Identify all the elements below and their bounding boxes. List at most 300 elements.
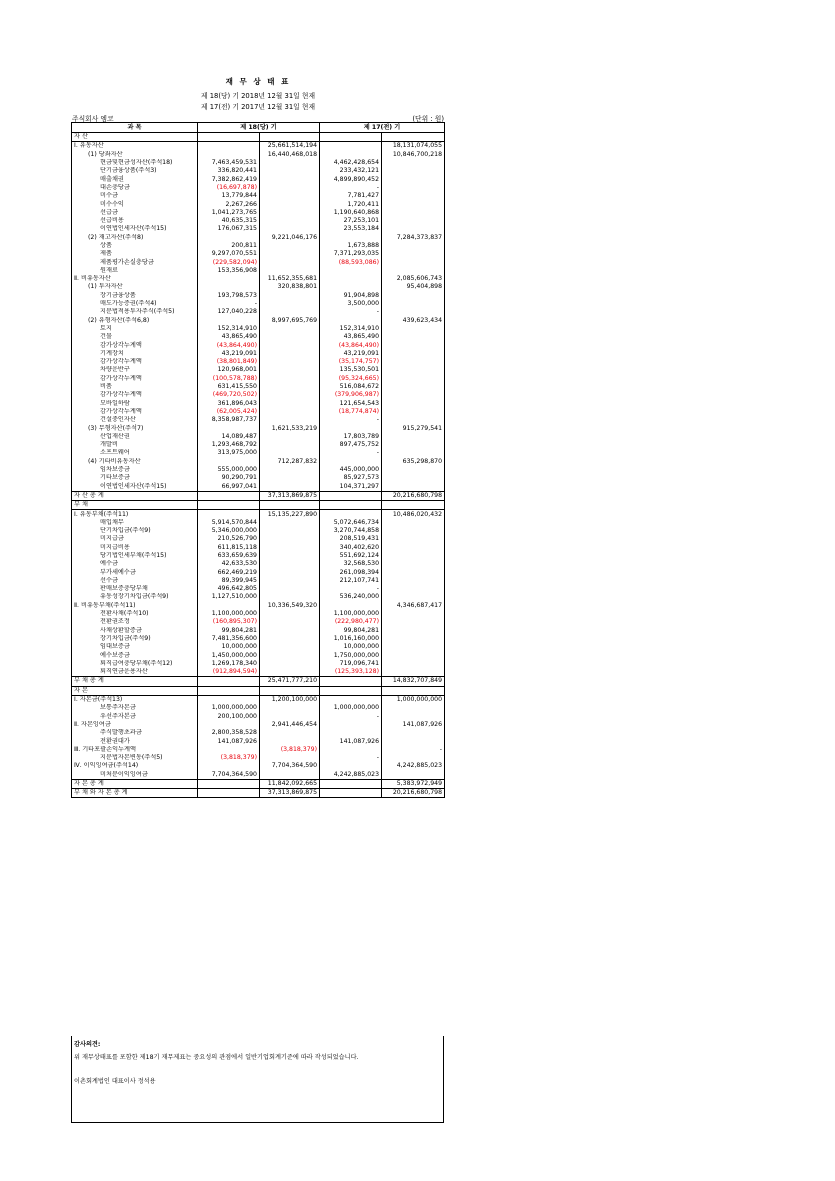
current-subtotal-value: [260, 704, 320, 712]
current-subtotal-value: [260, 618, 320, 626]
prior-detail-value: 7,371,293,035: [320, 250, 382, 258]
prior-subtotal-value: [382, 651, 445, 659]
current-subtotal-value: 1,200,100,000: [260, 695, 320, 704]
current-subtotal-value: [260, 350, 320, 358]
unit-label: (단위 : 원): [412, 115, 444, 123]
current-subtotal-value: [260, 593, 320, 601]
table-row: [72, 292, 445, 300]
current-subtotal-value: [260, 250, 320, 258]
current-subtotal-value: 7,704,364,590: [260, 762, 320, 770]
prior-subtotal-value: [382, 643, 445, 651]
current-subtotal-value: 8,997,695,769: [260, 317, 320, 325]
opinion-text: 위 재무상태표를 포함한 제18기 재무제표는 중요성의 관점에서 일반기업회계기준에 따라 작성되었습니다.: [74, 1054, 359, 1061]
row-label: 예수금: [72, 560, 198, 568]
prior-detail-value: [320, 275, 382, 283]
row-label: 자 산: [72, 133, 198, 142]
prior-subtotal-value: 2,085,606,743: [382, 275, 445, 283]
table-row: [72, 267, 445, 275]
current-subtotal-value: [260, 635, 320, 643]
row-label: 판매보증충당부채: [72, 585, 198, 593]
table-row: [72, 217, 445, 225]
prior-subtotal-value: [382, 618, 445, 626]
table-row: [72, 200, 445, 208]
current-subtotal-value: [260, 225, 320, 233]
prior-detail-value: (379,906,987): [320, 391, 382, 399]
prior-subtotal-value: 20,216,680,798: [382, 491, 445, 500]
header-current: 제 18(당) 기: [198, 123, 320, 133]
row-label: 감가상각누계액: [72, 358, 198, 366]
prior-subtotal-value: [382, 552, 445, 560]
row-label: 임대보증금: [72, 643, 198, 651]
table-row: [72, 677, 445, 686]
current-detail-value: 43,865,490: [198, 333, 260, 341]
prior-detail-value: [320, 510, 382, 519]
current-detail-value: [198, 234, 260, 242]
current-detail-value: (229,582,094): [198, 258, 260, 266]
current-subtotal-value: [260, 474, 320, 482]
prior-detail-value: [320, 677, 382, 686]
prior-detail-value: [320, 267, 382, 275]
current-detail-value: 141,087,926: [198, 737, 260, 745]
prior-detail-value: (88,593,086): [320, 258, 382, 266]
prior-detail-value: -: [320, 308, 382, 316]
prior-subtotal-value: [382, 308, 445, 316]
row-label: 차량운반구: [72, 366, 198, 374]
prior-subtotal-value: [382, 159, 445, 167]
prior-detail-value: 17,803,789: [320, 433, 382, 441]
table-row: [72, 754, 445, 762]
current-detail-value: [198, 721, 260, 729]
table-row: [72, 250, 445, 258]
prior-detail-value: -: [320, 585, 382, 593]
row-label: 원재료: [72, 267, 198, 275]
table-row: [72, 151, 445, 159]
table-row: [72, 333, 445, 341]
prior-detail-value: (18,774,874): [320, 408, 382, 416]
row-label: 감가상각누계액: [72, 375, 198, 383]
table-header-row: [72, 123, 445, 133]
current-subtotal-value: [260, 627, 320, 635]
prior-detail-value: [320, 721, 382, 729]
prior-detail-value: 7,781,427: [320, 192, 382, 200]
prior-subtotal-value: [382, 209, 445, 217]
prior-detail-value: 27,253,101: [320, 217, 382, 225]
prior-detail-value: [320, 501, 382, 510]
current-detail-value: 2,267,266: [198, 200, 260, 208]
table-row: [72, 325, 445, 333]
prior-subtotal-value: 915,279,541: [382, 424, 445, 432]
table-row: [72, 771, 445, 780]
current-subtotal-value: [260, 729, 320, 737]
prior-subtotal-value: 20,216,680,798: [382, 789, 445, 798]
current-detail-value: [198, 317, 260, 325]
table-row: [72, 424, 445, 432]
row-label: 자 본: [72, 686, 198, 695]
current-subtotal-value: [260, 292, 320, 300]
row-label: Ⅱ. 자본잉여금: [72, 721, 198, 729]
prior-subtotal-value: [382, 712, 445, 720]
prior-subtotal-value: [382, 383, 445, 391]
current-detail-value: 40,635,315: [198, 217, 260, 225]
prior-detail-value: [320, 283, 382, 291]
prior-subtotal-value: [382, 660, 445, 668]
table-row: [72, 482, 445, 491]
table-row: [72, 391, 445, 399]
current-subtotal-value: 16,440,468,018: [260, 151, 320, 159]
current-detail-value: 1,293,468,792: [198, 441, 260, 449]
current-subtotal-value: [260, 159, 320, 167]
row-label: 산업재산권: [72, 433, 198, 441]
prior-detail-value: 445,000,000: [320, 466, 382, 474]
prior-detail-value: [320, 789, 382, 798]
table-row: [72, 568, 445, 576]
current-subtotal-value: [260, 560, 320, 568]
table-row: [72, 341, 445, 349]
current-detail-value: 611,815,118: [198, 544, 260, 552]
opinion-title: 감사의견:: [74, 1041, 101, 1048]
prior-subtotal-value: [382, 635, 445, 643]
current-detail-value: 1,041,273,765: [198, 209, 260, 217]
prior-subtotal-value: [382, 593, 445, 601]
table-row: [72, 258, 445, 266]
table-row: [72, 167, 445, 175]
balance-sheet-table: [71, 122, 445, 798]
row-label: 장기금융상품: [72, 292, 198, 300]
current-subtotal-value: [260, 754, 320, 762]
prior-subtotal-value: 439,623,434: [382, 317, 445, 325]
row-label: 부 채 총 계: [72, 677, 198, 686]
prior-detail-value: [320, 779, 382, 788]
prior-detail-value: [320, 234, 382, 242]
current-detail-value: 120,968,001: [198, 366, 260, 374]
prior-detail-value: 1,673,888: [320, 242, 382, 250]
current-detail-value: [198, 789, 260, 798]
prior-detail-value: 1,750,000,000: [320, 651, 382, 659]
prior-detail-value: 1,190,640,868: [320, 209, 382, 217]
row-label: 현금및현금성자산(주석18): [72, 159, 198, 167]
table-row: [72, 192, 445, 200]
prior-detail-value: 1,016,160,000: [320, 635, 382, 643]
table-row: [72, 610, 445, 618]
prior-subtotal-value: [382, 200, 445, 208]
prior-subtotal-value: [382, 441, 445, 449]
company-name: 주식회사 엠코: [72, 115, 114, 123]
row-label: 미처분이익잉여금: [72, 771, 198, 780]
prior-detail-value: 536,240,000: [320, 593, 382, 601]
prior-detail-value: 719,096,741: [320, 660, 382, 668]
current-detail-value: [198, 283, 260, 291]
table-row: [72, 433, 445, 441]
current-subtotal-value: 712,287,832: [260, 458, 320, 466]
current-detail-value: [198, 142, 260, 151]
prior-subtotal-value: 4,346,687,417: [382, 602, 445, 610]
prior-detail-value: 1,720,411: [320, 200, 382, 208]
row-label: 사채상환할증금: [72, 627, 198, 635]
prior-subtotal-value: 10,486,020,432: [382, 510, 445, 519]
prior-detail-value: (222,980,477): [320, 618, 382, 626]
row-label: 이연법인세자산(주석15): [72, 482, 198, 491]
current-detail-value: 1,450,000,000: [198, 651, 260, 659]
current-subtotal-value: [260, 416, 320, 424]
row-label: 미수금: [72, 192, 198, 200]
current-subtotal-value: [260, 325, 320, 333]
prior-subtotal-value: [382, 366, 445, 374]
prior-subtotal-value: 635,298,870: [382, 458, 445, 466]
prior-subtotal-value: [382, 686, 445, 695]
row-label: 퇴직급여충당부채(주석12): [72, 660, 198, 668]
current-subtotal-value: [260, 610, 320, 618]
row-label: 주식발행초과금: [72, 729, 198, 737]
row-label: 제품: [72, 250, 198, 258]
prior-detail-value: 4,462,428,654: [320, 159, 382, 167]
current-detail-value: 99,804,281: [198, 627, 260, 635]
current-subtotal-value: 25,471,777,210: [260, 677, 320, 686]
row-label: 전환사채(주석10): [72, 610, 198, 618]
current-subtotal-value: [260, 333, 320, 341]
current-detail-value: [198, 458, 260, 466]
current-subtotal-value: [260, 519, 320, 527]
prior-subtotal-value: [382, 333, 445, 341]
current-subtotal-value: [260, 686, 320, 695]
prior-detail-value: (95,324,665): [320, 375, 382, 383]
prior-subtotal-value: [382, 325, 445, 333]
row-label: 소프트웨어: [72, 449, 198, 457]
current-detail-value: 5,914,570,844: [198, 519, 260, 527]
current-detail-value: [198, 762, 260, 770]
row-label: (2) 유형자산(주석6,8): [72, 317, 198, 325]
prior-detail-value: 5,072,646,734: [320, 519, 382, 527]
audit-opinion: [71, 1036, 444, 1123]
prior-subtotal-value: [382, 610, 445, 618]
row-label: 이연법인세자산(주석15): [72, 225, 198, 233]
row-label: 기타보증금: [72, 474, 198, 482]
table-row: [72, 779, 445, 788]
row-label: 감가상각누계액: [72, 391, 198, 399]
current-subtotal-value: 37,313,869,875: [260, 491, 320, 500]
prior-detail-value: (43,864,490): [320, 341, 382, 349]
row-label: 부 채 와 자 본 총 계: [72, 789, 198, 798]
table-row: [72, 133, 445, 142]
table-row: [72, 660, 445, 668]
prior-subtotal-value: [382, 501, 445, 510]
prior-detail-value: [320, 695, 382, 704]
prior-subtotal-value: 7,284,373,837: [382, 234, 445, 242]
current-subtotal-value: [260, 527, 320, 535]
prior-detail-value: -: [320, 449, 382, 457]
current-detail-value: [198, 677, 260, 686]
table-row: [72, 383, 445, 391]
current-detail-value: 1,127,510,000: [198, 593, 260, 601]
prior-detail-value: 4,242,885,023: [320, 771, 382, 780]
prior-subtotal-value: -: [382, 746, 445, 754]
table-row: [72, 283, 445, 291]
row-label: 비품: [72, 383, 198, 391]
table-row: [72, 350, 445, 358]
table-row: [72, 737, 445, 745]
prior-subtotal-value: [382, 167, 445, 175]
current-detail-value: 7,463,459,531: [198, 159, 260, 167]
row-label: 임차보증금: [72, 466, 198, 474]
table-row: [72, 175, 445, 183]
current-detail-value: 200,811: [198, 242, 260, 250]
current-subtotal-value: [260, 552, 320, 560]
prior-detail-value: 551,692,124: [320, 552, 382, 560]
current-detail-value: 127,040,228: [198, 308, 260, 316]
row-label: Ⅲ. 기타포괄손익누계액: [72, 746, 198, 754]
current-detail-value: 633,659,639: [198, 552, 260, 560]
table-row: [72, 491, 445, 500]
prior-subtotal-value: [382, 560, 445, 568]
prior-subtotal-value: [382, 433, 445, 441]
current-detail-value: (38,801,849): [198, 358, 260, 366]
prior-detail-value: 212,107,741: [320, 577, 382, 585]
current-detail-value: [198, 510, 260, 519]
prior-subtotal-value: [382, 192, 445, 200]
table-row: [72, 474, 445, 482]
opinion-signature: 이촌회계법인 대표이사 정석용: [74, 1078, 156, 1085]
current-detail-value: [198, 779, 260, 788]
current-detail-value: [198, 602, 260, 610]
row-label: 매입채무: [72, 519, 198, 527]
prior-detail-value: 1,100,000,000: [320, 610, 382, 618]
prior-subtotal-value: 95,404,898: [382, 283, 445, 291]
current-subtotal-value: [260, 175, 320, 183]
table-row: [72, 695, 445, 704]
current-subtotal-value: [260, 585, 320, 593]
prior-detail-value: [320, 142, 382, 151]
current-detail-value: [198, 746, 260, 754]
table-row: [72, 159, 445, 167]
row-label: 감가상각누계액: [72, 408, 198, 416]
row-label: 매도가능증권(주석4): [72, 300, 198, 308]
current-detail-value: 89,399,945: [198, 577, 260, 585]
current-detail-value: (469,720,502): [198, 391, 260, 399]
current-subtotal-value: [260, 192, 320, 200]
prior-subtotal-value: 141,087,926: [382, 721, 445, 729]
prior-subtotal-value: 1,000,000,000: [382, 695, 445, 704]
current-detail-value: 1,269,178,340: [198, 660, 260, 668]
current-detail-value: 9,297,070,551: [198, 250, 260, 258]
table-row: [72, 416, 445, 424]
table-row: [72, 408, 445, 416]
prior-detail-value: [320, 317, 382, 325]
table-row: [72, 544, 445, 552]
prior-subtotal-value: [382, 771, 445, 780]
current-detail-value: (16,697,878): [198, 184, 260, 192]
table-row: [72, 400, 445, 408]
current-subtotal-value: [260, 668, 320, 677]
prior-detail-value: [320, 746, 382, 754]
table-row: [72, 275, 445, 283]
row-label: 감가상각누계액: [72, 341, 198, 349]
prior-detail-value: 3,500,000: [320, 300, 382, 308]
current-subtotal-value: [260, 242, 320, 250]
table-row: [72, 142, 445, 151]
row-label: 제품평가손실충당금: [72, 258, 198, 266]
prior-detail-value: (35,174,757): [320, 358, 382, 366]
current-detail-value: 8,358,987,737: [198, 416, 260, 424]
current-subtotal-value: [260, 433, 320, 441]
row-label: 미지급비용: [72, 544, 198, 552]
prior-subtotal-value: [382, 466, 445, 474]
table-row: [72, 242, 445, 250]
current-detail-value: [198, 424, 260, 432]
prior-detail-value: 135,530,501: [320, 366, 382, 374]
current-detail-value: [198, 133, 260, 142]
prior-subtotal-value: [382, 482, 445, 491]
prior-subtotal-value: [382, 400, 445, 408]
row-label: Ⅳ. 이익잉여금(주석14): [72, 762, 198, 770]
prior-subtotal-value: [382, 585, 445, 593]
table-row: [72, 712, 445, 720]
prior-detail-value: [320, 151, 382, 159]
row-label: 미지급금: [72, 535, 198, 543]
prior-subtotal-value: [382, 519, 445, 527]
prior-detail-value: (125,393,128): [320, 668, 382, 677]
current-subtotal-value: [260, 441, 320, 449]
prior-detail-value: 85,927,573: [320, 474, 382, 482]
current-detail-value: (100,578,788): [198, 375, 260, 383]
prior-subtotal-value: [382, 242, 445, 250]
row-label: 단기차입금(주석9): [72, 527, 198, 535]
prior-detail-value: 43,865,490: [320, 333, 382, 341]
current-detail-value: 336,820,441: [198, 167, 260, 175]
prior-subtotal-value: [382, 449, 445, 457]
period-prior: 제 17(전) 기 2017년 12월 31일 현재: [200, 103, 316, 111]
table-row: [72, 449, 445, 457]
current-detail-value: 1,100,000,000: [198, 610, 260, 618]
current-detail-value: (912,894,594): [198, 668, 260, 677]
prior-subtotal-value: 5,383,972,949: [382, 779, 445, 788]
current-subtotal-value: [260, 466, 320, 474]
current-detail-value: 90,290,791: [198, 474, 260, 482]
current-subtotal-value: 10,336,549,320: [260, 602, 320, 610]
row-label: 모바일하람: [72, 400, 198, 408]
table-row: [72, 746, 445, 754]
row-label: 당기법인세부채(주석15): [72, 552, 198, 560]
current-detail-value: 193,798,573: [198, 292, 260, 300]
current-detail-value: 200,100,000: [198, 712, 260, 720]
table-row: [72, 441, 445, 449]
current-subtotal-value: 9,221,046,176: [260, 234, 320, 242]
prior-detail-value: 233,432,121: [320, 167, 382, 175]
prior-detail-value: 99,804,281: [320, 627, 382, 635]
current-detail-value: 153,356,908: [198, 267, 260, 275]
table-row: [72, 458, 445, 466]
prior-detail-value: -: [320, 712, 382, 720]
prior-detail-value: 91,904,898: [320, 292, 382, 300]
prior-detail-value: -: [320, 754, 382, 762]
row-label: 단기금융상품(주석3): [72, 167, 198, 175]
prior-subtotal-value: [382, 408, 445, 416]
prior-detail-value: [320, 602, 382, 610]
current-detail-value: 555,000,000: [198, 466, 260, 474]
current-subtotal-value: [260, 482, 320, 491]
prior-detail-value: 340,402,620: [320, 544, 382, 552]
table-row: [72, 366, 445, 374]
current-detail-value: 361,896,043: [198, 400, 260, 408]
row-label: 유동성장기차입금(주석9): [72, 593, 198, 601]
current-subtotal-value: 1,621,533,219: [260, 424, 320, 432]
current-subtotal-value: [260, 184, 320, 192]
current-detail-value: 313,975,000: [198, 449, 260, 457]
row-label: 예수보증금: [72, 651, 198, 659]
table-row: [72, 651, 445, 659]
row-label: (4) 기타비유동자산: [72, 458, 198, 466]
row-label: 선급금: [72, 209, 198, 217]
row-label: Ⅰ. 유동부채(주석11): [72, 510, 198, 519]
current-detail-value: [198, 275, 260, 283]
